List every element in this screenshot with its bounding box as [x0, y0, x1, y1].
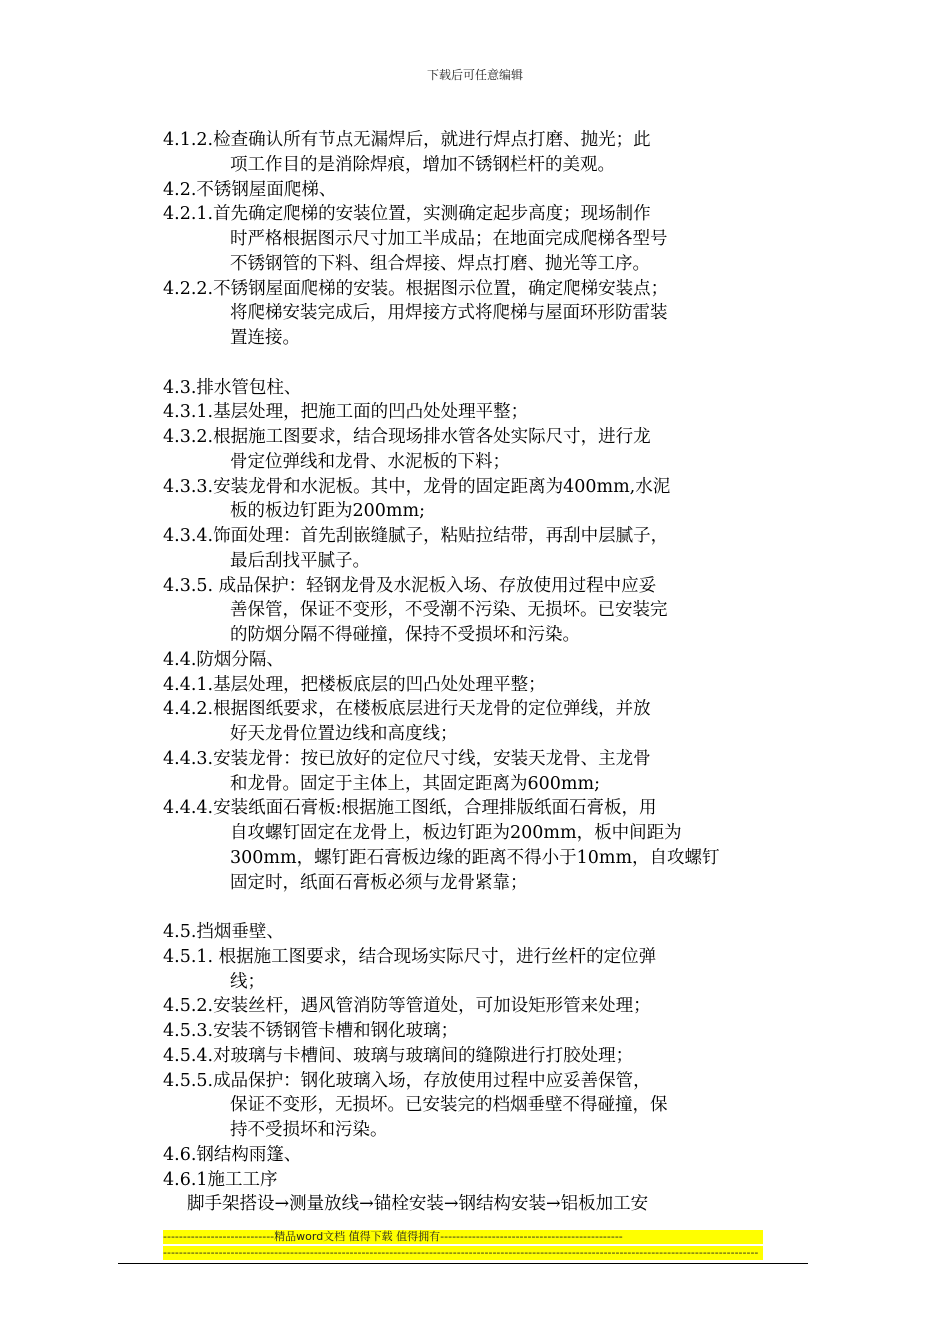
- paragraph-continuation: 最后刮找平腻子。: [230, 550, 370, 571]
- numbered-item: 4.5.挡烟垂壁、: [163, 922, 284, 942]
- numbered-item: 4.6.1施工工序: [163, 1169, 278, 1190]
- footer-rule: [118, 1263, 808, 1264]
- paragraph-continuation: 时严格根据图示尺寸加工半成品；在地面完成爬梯各型号: [230, 229, 668, 249]
- numbered-item: 4.3.5. 成品保护：轻钢龙骨及水泥板入场、存放使用过程中应妥: [163, 575, 657, 596]
- blank-line: [163, 351, 833, 376]
- document-body: [163, 128, 833, 1217]
- numbered-item: 4.2.1.首先确定爬梯的安装位置，实测确定起步高度；现场制作: [163, 204, 651, 225]
- numbered-item: 4.3.4.饰面处理：首先刮嵌缝腻子，粘贴拉结带，再刮中层腻子，: [163, 526, 669, 546]
- numbered-item: 4.5.3.安装不锈钢管卡槽和钢化玻璃；: [163, 1021, 459, 1041]
- paragraph-continuation: 项工作目的是消除焊痕，增加不锈钢栏杆的美观。: [230, 154, 615, 175]
- numbered-item: 4.2.2.不锈钢屋面爬梯的安装。根据图示位置，确定爬梯安装点；: [163, 278, 669, 299]
- numbered-item: 4.4.4.安装纸面石膏板:根据施工图纸，合理排版纸面石膏板，用: [163, 798, 657, 819]
- numbered-item: 4.5.2.安装丝杆，遇风管消防等管道处，可加设矩形管来处理；: [163, 996, 651, 1017]
- numbered-item: 4.5.4.对玻璃与卡槽间、玻璃与玻璃间的缝隙进行打胶处理；: [163, 1045, 634, 1066]
- numbered-item: 4.4.防烟分隔、: [163, 649, 284, 670]
- paragraph-continuation: 骨定位弹线和龙骨、水泥板的下料；: [230, 451, 510, 472]
- numbered-item: 4.3.1.基层处理，把施工面的凹凸处处理平整；: [163, 402, 529, 423]
- paragraph-continuation: 善保管，保证不变形，不受潮不污染、无损坏。已安装完: [230, 600, 668, 621]
- paragraph-continuation: 保证不变形，无损坏。已安装完的档烟垂壁不得碰撞，保: [230, 1095, 668, 1116]
- blank-line: [163, 895, 833, 920]
- numbered-item: 4.3.2.根据施工图要求，结合现场排水管各处实际尺寸，进行龙: [163, 427, 651, 447]
- footer-dash-line: ------------------------------------------------------------------------------------------------------------------------------------------------------: [163, 1246, 763, 1260]
- paragraph-continuation: 持不受损坏和污染。: [230, 1120, 388, 1140]
- paragraph-continuation: 300mm，螺钉距石膏板边缘的距离不得小于10mm，自攻螺钉: [230, 847, 720, 868]
- numbered-item: 4.1.2.检查确认所有节点无漏焊后，就进行焊点打磨、抛光；此: [163, 130, 651, 150]
- numbered-item: 4.4.1.基层处理，把楼板底层的凹凸处处理平整；: [163, 674, 546, 695]
- numbered-item: 4.6.钢结构雨篷、: [163, 1144, 302, 1165]
- paragraph-continuation: 自攻螺钉固定在龙骨上，板边钉距为200mm，板中间距为: [230, 823, 682, 843]
- paragraph-continuation: 置连接。: [230, 328, 300, 348]
- paragraph-continuation: 线；: [230, 971, 265, 992]
- numbered-item: 4.4.3.安装龙骨：按已放好的定位尺寸线，安装天龙骨、主龙骨: [163, 748, 651, 769]
- paragraph-continuation: 好天龙骨位置边线和高度线；: [230, 724, 458, 744]
- paragraph-continuation: 的防烟分隔不得碰撞，保持不受损坏和污染。: [230, 625, 580, 645]
- paragraph-continuation: 和龙骨。固定于主体上，其固定距离为600mm;: [230, 773, 600, 794]
- paragraph-continuation: 固定时，纸面石膏板必须与龙骨紧靠；: [230, 872, 528, 893]
- numbered-item: 4.3.3.安装龙骨和水泥板。其中，龙骨的固定距离为400mm,水泥: [163, 476, 671, 497]
- numbered-item: 4.5.5.成品保护：钢化玻璃入场，存放使用过程中应妥善保管，: [163, 1070, 651, 1091]
- process-flow-line: 脚手架搭设→测量放线→锚栓安装→钢结构安装→铝板加工安: [187, 1194, 649, 1215]
- paragraph-continuation: 不锈钢管的下料、组合焊接、焊点打磨、抛光等工序。: [230, 253, 650, 274]
- numbered-item: 4.3.排水管包柱、: [163, 377, 302, 398]
- numbered-item: 4.4.2.根据图纸要求，在楼板底层进行天龙骨的定位弹线，并放: [163, 699, 651, 720]
- footer-banner: ----------------------------精品word文档 值得下载 值得拥有----------------------------------------------: [163, 1230, 763, 1244]
- page-header: 下载后可任意编辑: [426, 68, 523, 82]
- numbered-item: 4.2.不锈钢屋面爬梯、: [163, 179, 337, 200]
- paragraph-continuation: 将爬梯安装完成后，用焊接方式将爬梯与屋面环形防雷装: [230, 303, 668, 324]
- numbered-item: 4.5.1. 根据施工图要求，结合现场实际尺寸，进行丝杆的定位弹: [163, 946, 657, 967]
- paragraph-continuation: 板的板边钉距为200mm;: [230, 501, 425, 522]
